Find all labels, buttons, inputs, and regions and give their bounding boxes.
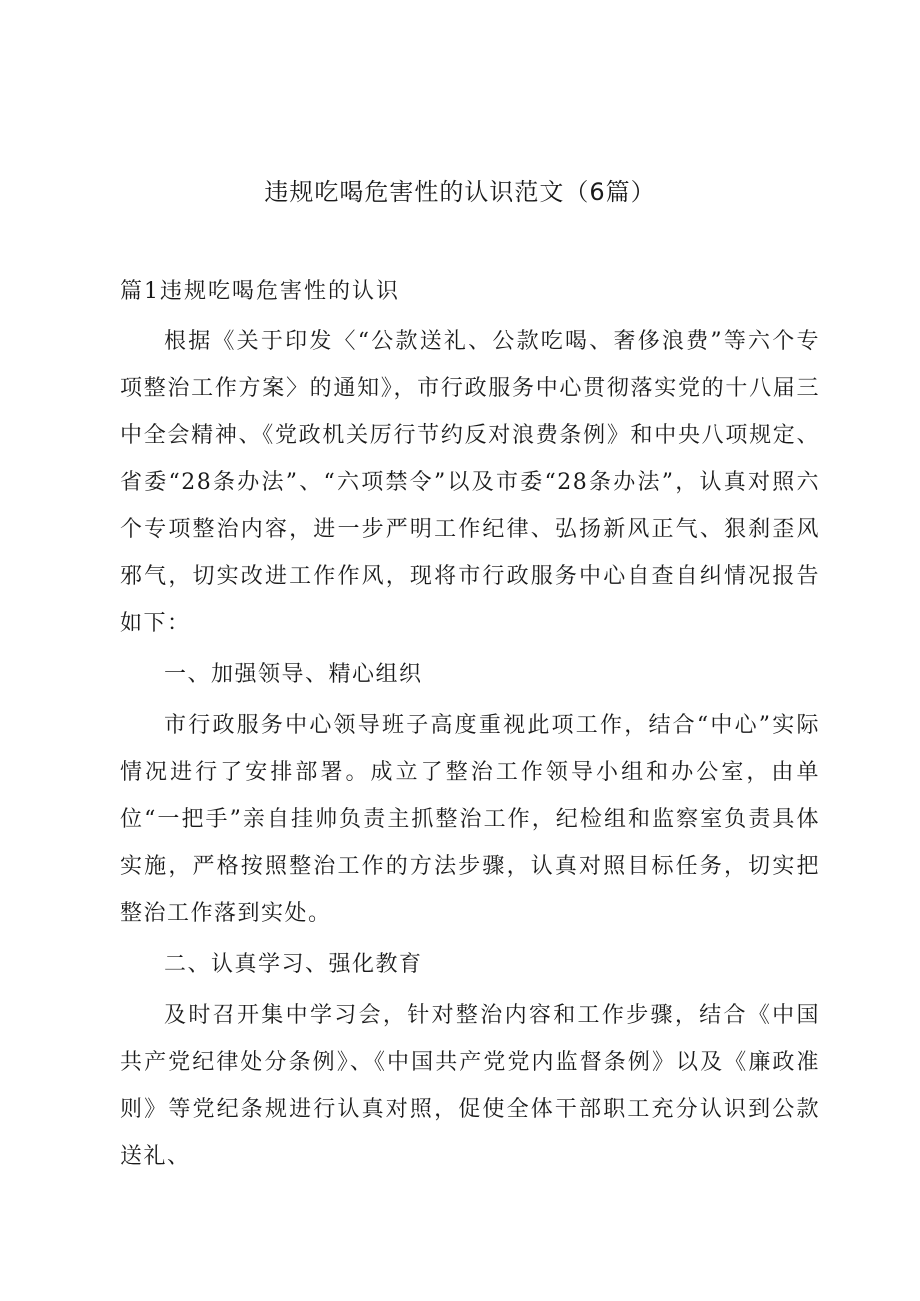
section-heading-1: 一、加强领导、精心组织 (164, 662, 423, 687)
section-paragraph-2: 及时召开集中学习会，针对整治内容和工作步骤，结合《中国共产党纪律处分条例》、《中国共产党党内监督条例》以及《廉政准则》等党纪条规进行认真对照，促使全体干部职工充分认识到公款送礼、 (120, 1003, 820, 1169)
section-heading-2: 二、认真学习、强化教育 (164, 952, 423, 977)
section-paragraph-1: 市行政服务中心领导班子高度重视此项工作，结合“中心”实际情况进行了安排部署。成立了整治工作领导小组和办公室，由单位“一把手”亲自挂帅负责主抓整治工作，纪检组和监察室负责具体实施，严格按照整治工作的方法步骤，认真对照目标任务，切实把整治工作落到实处。 (120, 713, 820, 926)
document-title: 违规吃喝危害性的认识范文（6篇） (264, 178, 656, 206)
intro-paragraph: 根据《关于印发〈“公款送礼、公款吃喝、奢侈浪费”等六个专项整治工作方案〉的通知》，市行政服务中心贯彻落实党的十八届三中全会精神、《党政机关厉行节约反对浪费条例》和中央八项规定、省委“28条办法”、“六项禁令”以及市委“28条办法”，认真对照六个专项整治内容，进一步严明工作纪律、弘扬新风正气、狠刹歪风邪气，切实改进工作作风，现将市行政服务中心自查自纠情况报告如下： (120, 329, 820, 636)
chapter-heading: 篇1违规吃喝危害性的认识 (120, 279, 400, 304)
document-body (120, 318, 820, 1180)
